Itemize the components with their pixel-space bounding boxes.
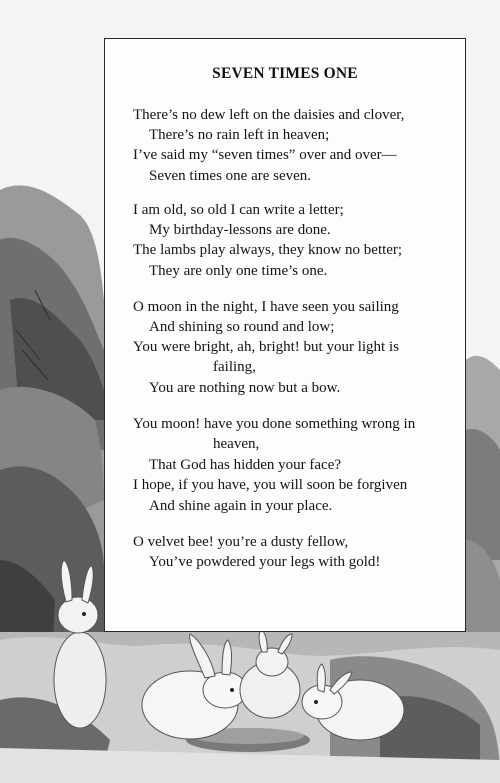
poem-line: failing,: [213, 359, 256, 375]
poem-line: They are only one time’s one.: [149, 263, 328, 279]
poem-line: And shine again in your place.: [149, 498, 333, 514]
poem-line: The lambs play always, they know no better;: [133, 242, 403, 258]
poem-line: My birthday-lessons are done.: [149, 222, 331, 238]
poem-line: O moon in the night, I have seen you sailing: [133, 299, 399, 315]
poem-line: You moon! have you done something wrong in: [133, 416, 416, 432]
poem-line: I’ve said my “seven times” over and over—: [133, 147, 397, 163]
poem-title: SEVEN TIMES ONE: [212, 65, 358, 82]
poem-line: You are nothing now but a bow.: [149, 380, 341, 396]
poem-line: I hope, if you have, you will soon be forgiven: [133, 477, 408, 493]
poem-line: heaven,: [213, 436, 260, 452]
poem-line: I am old, so old I can write a letter;: [133, 202, 344, 218]
poem-line: There’s no dew left on the daisies and clover,: [133, 107, 405, 123]
poem-line: That God has hidden your face?: [149, 457, 342, 473]
poem-line: Seven times one are seven.: [149, 168, 312, 184]
poem-line: There’s no rain left in heaven;: [149, 127, 330, 143]
poem-line: And shining so round and low;: [149, 319, 335, 335]
poem-line: O velvet bee! you’re a dusty fellow,: [133, 534, 349, 550]
poem-line: You’ve powdered your legs with gold!: [149, 554, 381, 570]
poem-card: [104, 38, 466, 632]
poem-line: You were bright, ah, bright! but your light is: [133, 339, 399, 355]
